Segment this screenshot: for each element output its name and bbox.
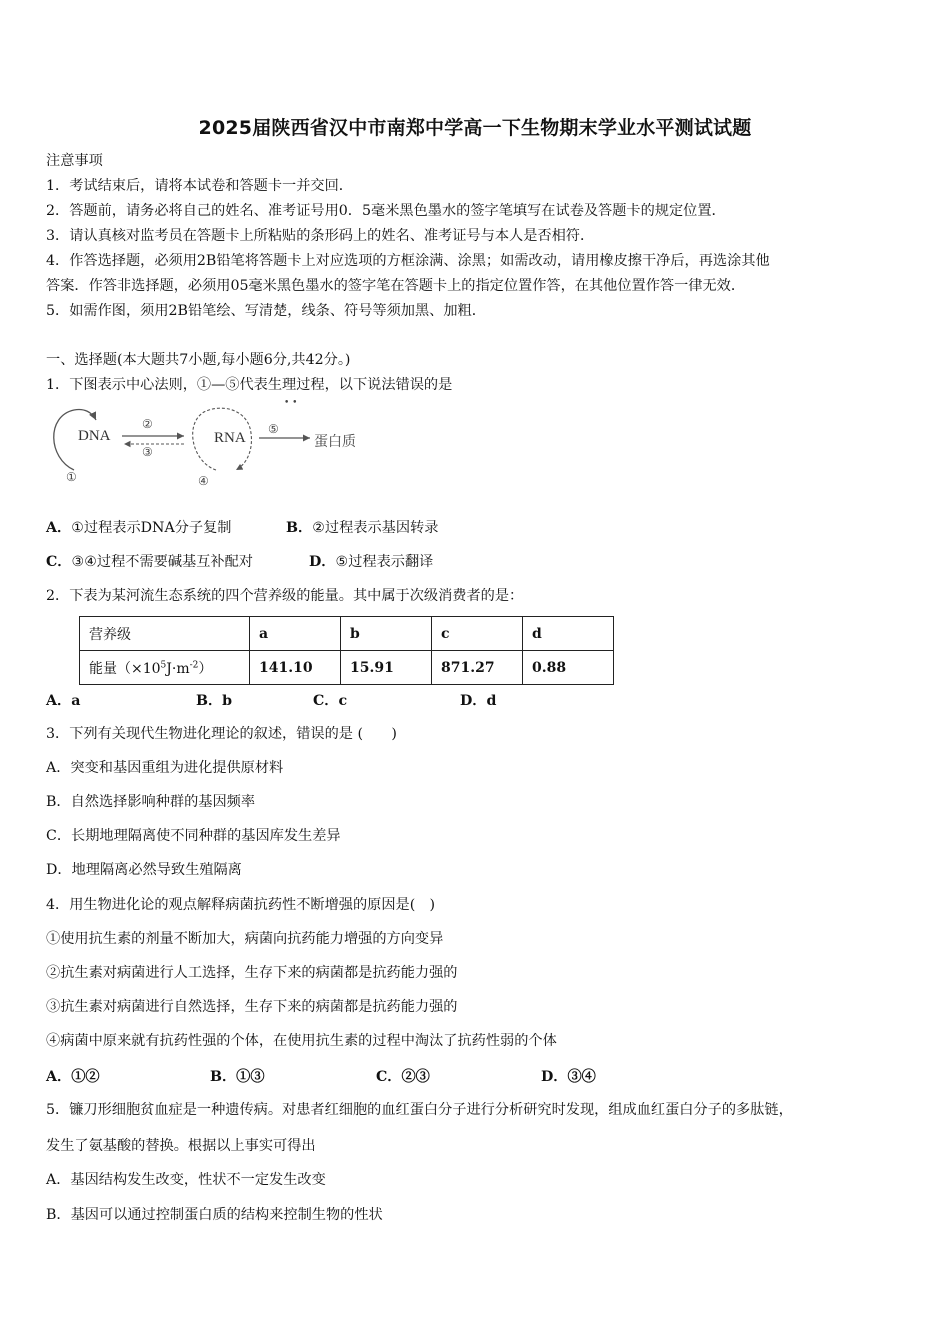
question-5-stem: 5．镰刀形细胞贫血症是一种遗传病。对患者红细胞的血红蛋白分子进行分析研究时发现，组成血红蛋白分子的多肽链， [46, 1102, 793, 1118]
notice-item: 3．请认真核对监考员在答题卡上所粘贴的条形码上的姓名、准考证号与本人是否相符． [46, 228, 595, 244]
q3-option-b: B．自然选择影响种群的基因频率 [46, 794, 256, 810]
q4-option-c: C．②③ [376, 1069, 430, 1085]
table-header-cell: a [250, 617, 341, 651]
q1-option-b-text: ②过程表示基因转录 [312, 520, 439, 536]
q1-option-c-label: C． [46, 554, 72, 570]
q4-option-a: A．①② [46, 1069, 100, 1085]
notice-item: 2．答题前，请务必将自己的姓名、准考证号用0．5毫米黑色墨水的签字笔填写在试卷及答题卡的规定位置． [46, 203, 726, 219]
process-2-label: ② [142, 417, 153, 431]
section-heading: 一、选择题(本大题共7小题,每小题6分,共42分。) [46, 352, 351, 368]
notice-item: 答案．作答非选择题，必须用05毫米黑色墨水的签字笔在答题卡上的指定位置作答，在其他位置作答一律无效． [46, 278, 746, 294]
protein-label: 蛋白质 [314, 434, 356, 450]
q3-option-d: D．地理隔离必然导致生殖隔离 [46, 862, 242, 878]
table-row [80, 617, 614, 651]
energy-label-exp2: -2 [189, 659, 199, 670]
energy-label-mid: J·m [166, 660, 190, 677]
notice-heading: 注意事项 [46, 153, 103, 169]
q4-option-b: B．①③ [210, 1069, 265, 1085]
q4-statement: ①使用抗生素的剂量不断加大，病菌向抗药能力增强的方向变异 [46, 931, 444, 947]
table-header-cell: d [523, 617, 614, 651]
question-1-stem: 1．下图表示中心法则，①—⑤代表生理过程，以下说法错误的是 [46, 377, 453, 393]
q1-option-a-label: A． [46, 520, 72, 536]
process-1-label: ① [66, 470, 77, 484]
table-cell: 141.10 [250, 651, 341, 685]
q1-option-a [46, 517, 231, 537]
process-5-label: ⑤ [268, 422, 279, 436]
rna-label: RNA [214, 430, 246, 446]
table-header-cell: b [341, 617, 432, 651]
q2-option-c: C．c [313, 693, 348, 709]
q3-option-c: C．长期地理隔离使不同种群的基因库发生差异 [46, 828, 341, 844]
table-row-label [80, 651, 250, 685]
table-cell: 0.88 [523, 651, 614, 685]
q5-option-a: A．基因结构发生改变，性状不一定发生改变 [46, 1172, 326, 1188]
central-dogma-diagram [44, 400, 384, 492]
q5-option-b: B．基因可以通过控制蛋白质的结构来控制生物的性状 [46, 1207, 383, 1223]
q4-statement: ③抗生素对病菌进行自然选择，生存下来的病菌都是抗药能力强的 [46, 999, 458, 1015]
energy-label-end: ） [198, 660, 213, 677]
q1-option-d-text: ⑤过程表示翻译 [335, 554, 434, 570]
notice-item: 4．作答选择题，必须用2B铅笔将答题卡上对应选项的方框涂满、涂黑；如需改动，请用橡皮擦干净后，再选涂其他 [46, 253, 770, 269]
question-5-stem-cont: 发生了氨基酸的替换。根据以上事实可得出 [46, 1138, 316, 1154]
q2-option-d: D．d [460, 693, 497, 709]
question-4-stem: 4．用生物进化论的观点解释病菌抗药性不断增强的原因是( ) [46, 897, 435, 913]
q4-option-d: D．③④ [541, 1069, 596, 1085]
energy-label-exp1: 5 [160, 659, 167, 670]
energy-table [79, 616, 614, 685]
q2-option-a: A．a [46, 693, 81, 709]
q1-option-b [286, 517, 438, 537]
q3-option-a: A．突变和基因重组为进化提供原材料 [46, 760, 284, 776]
question-2-stem: 2．下表为某河流生态系统的四个营养级的能量。其中属于次级消费者的是： [46, 588, 524, 604]
energy-label-start: 能量（×10 [89, 660, 161, 677]
question-3-stem: 3．下列有关现代生物进化理论的叙述，错误的是 ( ) [46, 726, 397, 742]
q2-option-b: B．b [196, 693, 233, 709]
table-cell: 15.91 [341, 651, 432, 685]
page-title: 2025届陕西省汉中市南郑中学高一下生物期末学业水平测试试题 [198, 117, 752, 139]
notice-item: 1．考试结束后，请将本试卷和答题卡一并交回． [46, 178, 353, 194]
q4-statement: ④病菌中原来就有抗药性强的个体，在使用抗生素的过程中淘汰了抗药性弱的个体 [46, 1033, 557, 1049]
emphasis-dots: • • [284, 398, 298, 408]
table-row [80, 651, 614, 685]
q1-option-c-text: ③④过程不需要碱基互补配对 [71, 554, 253, 570]
dna-label: DNA [78, 428, 111, 444]
q1-option-d-label: D． [309, 554, 336, 570]
q1-option-c [46, 551, 253, 571]
table-header-cell: c [432, 617, 523, 651]
notice-item: 5．如需作图，须用2B铅笔绘、写清楚，线条、符号等须加黑、加粗． [46, 303, 486, 319]
q1-option-d [309, 551, 433, 571]
q1-option-a-text: ①过程表示DNA分子复制 [71, 520, 232, 536]
table-header-cell: 营养级 [80, 617, 250, 651]
process-4-label: ④ [198, 474, 209, 488]
q4-statement: ②抗生素对病菌进行人工选择，生存下来的病菌都是抗药能力强的 [46, 965, 458, 981]
process-3-label: ③ [142, 445, 153, 459]
table-cell: 871.27 [432, 651, 523, 685]
q1-option-b-label: B． [286, 520, 313, 536]
